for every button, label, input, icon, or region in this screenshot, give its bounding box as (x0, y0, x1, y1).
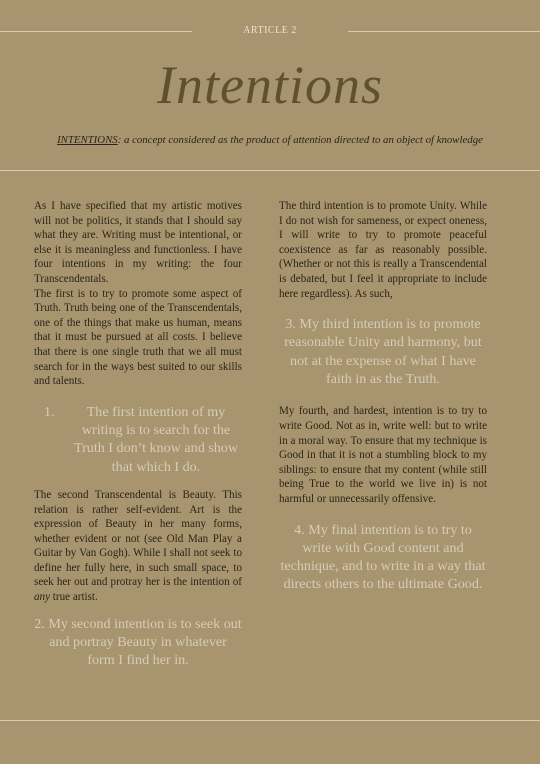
pull-quote-2: 2. My second intention is to seek out and portray Beauty in whatever form I find her in. (34, 615, 242, 669)
paragraph-beauty (34, 488, 242, 605)
pull-quote-4: 4. My final intention is to try to write with Good content and technique, and to write in a way that directs others to the ultimate Good. (280, 521, 486, 593)
left-column (34, 199, 242, 670)
divider-bottom (0, 720, 540, 721)
page-title: Intentions (157, 55, 383, 115)
definition-text: : a concept considered as the product of attention directed to an object of knowledge (117, 134, 483, 146)
pull-quote-1 (34, 403, 242, 476)
pull-quote-3: 3. My third intention is to promote reasonable Unity and harmony, but not at the expense of what I have faith in as the Truth. (284, 316, 482, 388)
definition (0, 134, 540, 146)
definition-term: INTENTIONS (57, 134, 118, 146)
pull-quote-1-number: 1. (44, 403, 55, 420)
article-label: ARTICLE 2 (243, 25, 297, 36)
paragraph-beauty-emphasis: any (34, 591, 51, 604)
paragraph-intro: As I have specified that my artistic motives will not be politics, it stands that I should say what they are. Writing must be intentional, or else it is meaningless and functionless. I have four intentions in my writing: the four Transcendentals. (34, 200, 242, 285)
paragraph-beauty-a: The second Transcendental is Beauty. This relation is rather self-evident. Art is the expression of Beauty in her many forms, whether evident or not (see Old Man Play a Guitar by Van Gogh). While I shall not seek to define her fully here, in such small space, to seek her out and protray her is the intention of (34, 488, 242, 589)
right-column (279, 199, 487, 594)
divider-top (0, 170, 540, 171)
paragraph-truth: The first is to try to promote some aspect of Truth. Truth being one of the Transcendentals, one of the things that make us human, means that it must be pursued at all costs. I believe that there is one single truth that we all must search for in the ways best suited to our skills and talents. (34, 287, 242, 388)
paragraph-beauty-b: true artist. (50, 591, 98, 604)
pull-quote-1-text: The first intention of my writing is to search for the Truth I don’t know and show that which I do. (73, 403, 239, 475)
paragraph-unity: The third intention is to promote Unity. While I do not wish for sameness, or expect oneness, I will write to try to promote peaceful coexistence as far as reasonably possible. (Whether or not this is really a Transcendental is debated, but I feel it appropriate to include here regardless). As such, (279, 200, 487, 300)
paragraph-good: My fourth, and hardest, intention is to try to write Good. Not as in, write well: but to write in a moral way. To ensure that my technique is Good in that it is not a stumbling block to my siblings: to ensure that my content (while still being True to the world we live in) is not harmful or unnecessarily offensive. (279, 405, 487, 505)
